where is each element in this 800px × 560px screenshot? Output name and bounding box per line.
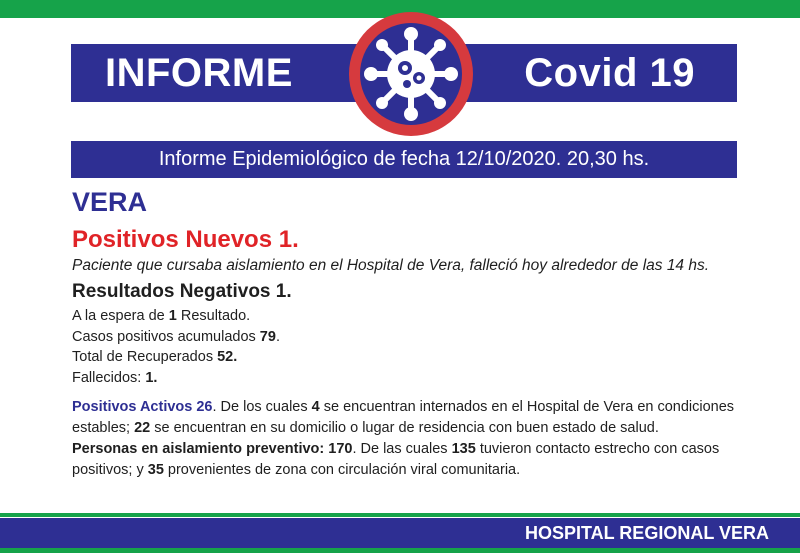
city-heading: VERA: [72, 187, 148, 217]
report-body: [72, 186, 762, 481]
new-positives-heading: Positivos Nuevos 1.: [72, 226, 299, 253]
pending-results-line: A la espera de 1 Resultado.: [72, 308, 251, 324]
deaths-line: Fallecidos: 1.: [72, 369, 158, 386]
recovered-line: Total de Recuperados 52.: [72, 349, 238, 365]
accumulated-cases-line: Casos positivos acumulados 79.: [72, 328, 280, 345]
death-note: Paciente que cursaba aislamiento en el Hospital de Vera, falleció hoy alrededor de las 14 hs.: [72, 257, 710, 274]
isolation-paragraph: Personas en aislamiento preventivo: 170. De las cuales 135 tuvieron contacto estrecho con casos positivos; y 35 provenientes de zona con circulación viral comunitaria.: [72, 441, 720, 478]
virus-icon: [349, 12, 473, 136]
header-title-covid: Covid 19: [524, 51, 695, 95]
active-positives-paragraph: Positivos Activos 26. De los cuales 4 se encuentran internados en el Hospital de Vera en condiciones estables; 22 se encuentran en su domicilio o lugar de residencia con buen estado de salud.: [72, 399, 735, 436]
virus-badge: [349, 12, 473, 136]
negative-results-heading: Resultados Negativos 1.: [72, 281, 292, 302]
report-date-bar: Informe Epidemiológico de fecha 12/10/2020. 20,30 hs.: [71, 141, 737, 178]
header-title-informe: INFORME: [105, 51, 293, 95]
footer-green-stripe-top: [0, 513, 800, 517]
hospital-name: HOSPITAL REGIONAL VERA: [524, 523, 769, 543]
footer-green-stripe-bottom: [0, 548, 800, 553]
